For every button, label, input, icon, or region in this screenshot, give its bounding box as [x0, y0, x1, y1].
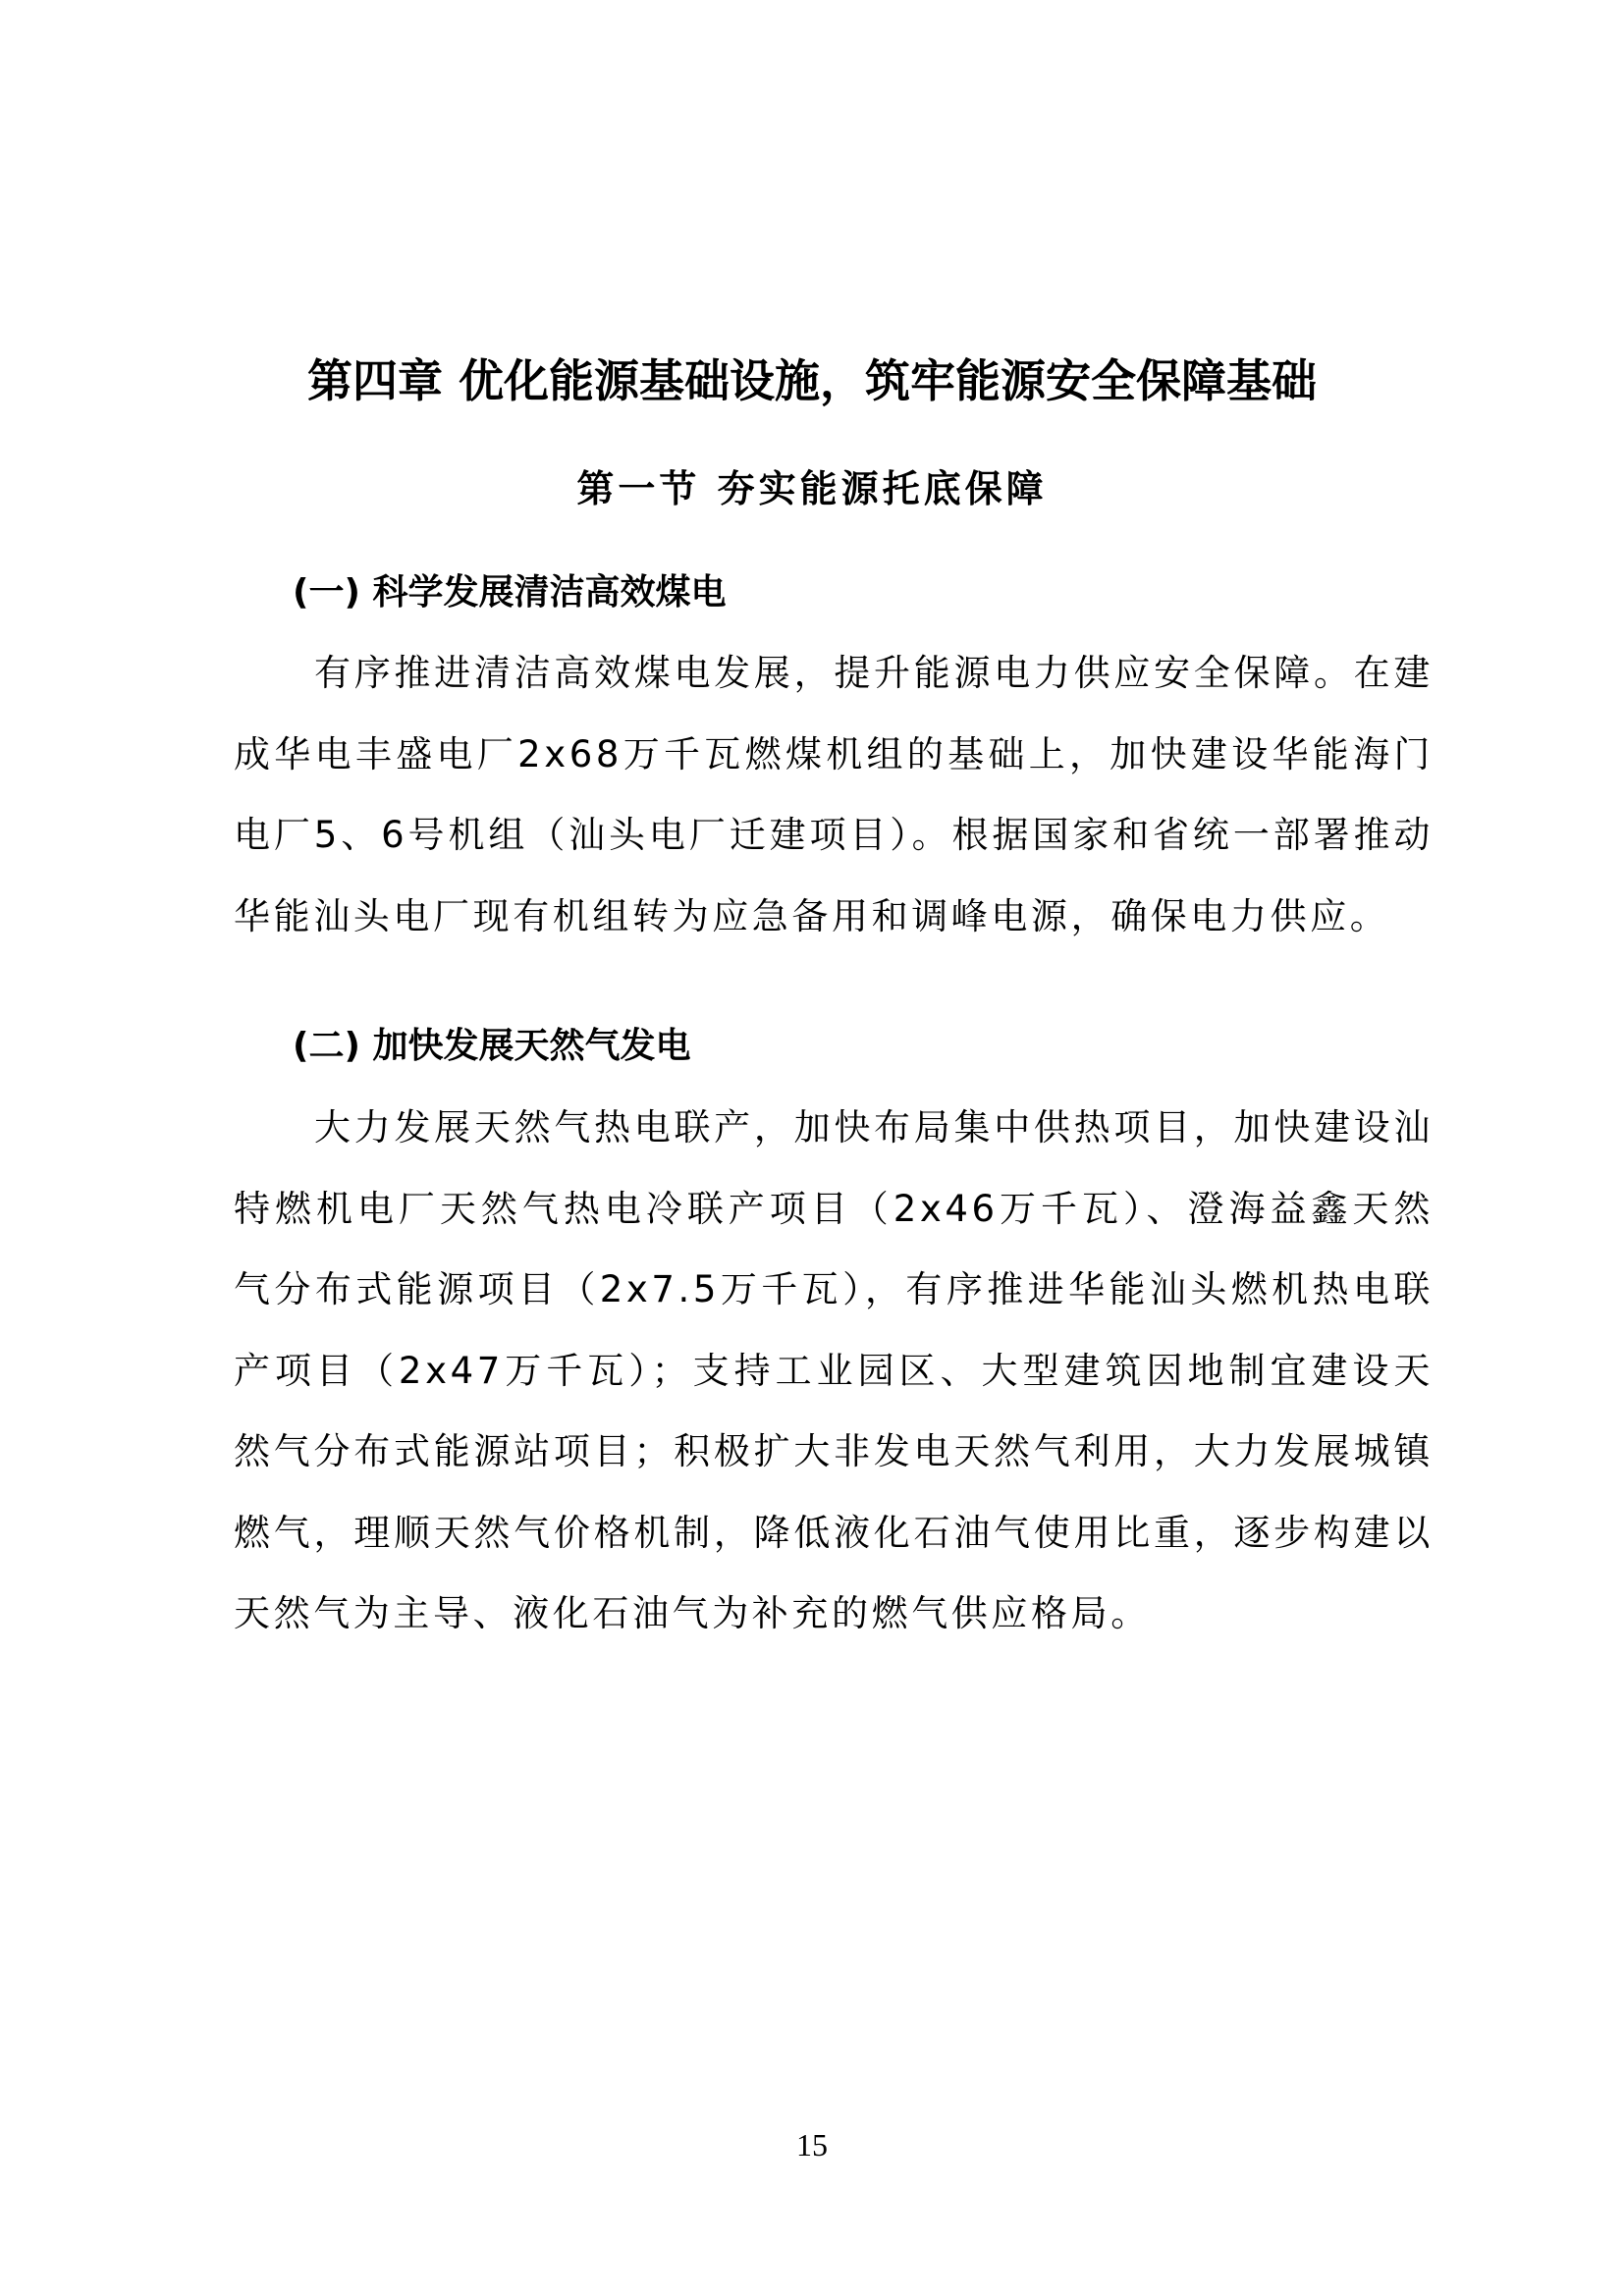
subsection-heading-gas-power: (二) 加快发展天然气发电 — [293, 1026, 691, 1066]
section-title: 第一节 夯实能源托底保障 — [576, 467, 1048, 510]
page-number: 15 — [796, 2127, 828, 2163]
paragraph-gas-power: 大力发展天然气热电联产，加快布局集中供热项目，加快建设汕特燃机电厂天然气热电冷联产项目（2x46万千瓦）、澄海益鑫天然气分布式能源项目（2x7.5万千瓦），有序推进华能汕头燃机热电联产项目（2x47万千瓦）；支持工业园区、大型建筑因地制宜建设天然气分布式能源站项目；积极扩大非发电天然气利用，大力发展城镇燃气，理顺天然气价格机制，降低液化石油气使用比重，逐步构建以天然气为主导、液化石油气为补充的燃气供应格局。 — [234, 1106, 1434, 1634]
subsection-heading-coal-power: (一) 科学发展清洁高效煤电 — [293, 572, 727, 613]
chapter-title: 第四章 优化能源基础设施，筑牢能源安全保障基础 — [306, 354, 1317, 407]
paragraph-coal-power: 有序推进清洁高效煤电发展，提升能源电力供应安全保障。在建成华电丰盛电厂2x68万千瓦燃煤机组的基础上，加快建设华能海门电厂5、6号机组（汕头电厂迁建项目）。根据国家和省统一部署推动华能汕头电厂现有机组转为应急备用和调峰电源，确保电力供应。 — [234, 652, 1434, 937]
